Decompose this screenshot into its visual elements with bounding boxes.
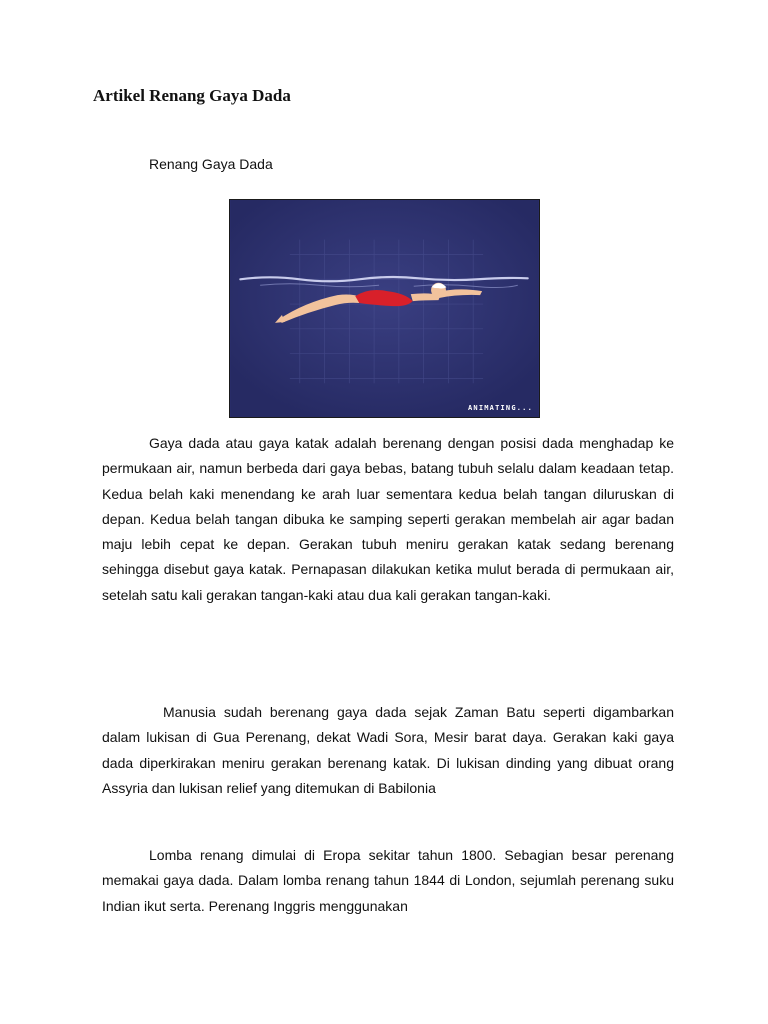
paragraph-2: Manusia sudah berenang gaya dada sejak Zaman Batu seperti digambarkan dalam lukisan di Gua Perenang, dekat Wadi Sora, Mesir barat daya. Gerakan kaki gaya dada diperkirakan meniru gerakan berenang katak. Di lukisan dinding yang dibuat orang Assyria dan lukisan relief yang ditemukan di Babilonia	[102, 704, 674, 796]
swimmer-figure	[229, 199, 540, 418]
section-heading: Renang Gaya Dada	[149, 156, 273, 172]
breaststroke-swimmer-illustration	[230, 200, 539, 417]
document-title: Artikel Renang Gaya Dada	[93, 86, 291, 105]
paragraph-3: Lomba renang dimulai di Eropa sekitar tahun 1800. Sebagian besar perenang memakai gaya dada. Dalam lomba renang tahun 1844 di London, sejumlah perenang suku Indian ikut serta. Perenang Inggris menggunakan	[102, 847, 674, 914]
figure-watermark: ANIMATING...	[468, 404, 533, 412]
paragraph-1: Gaya dada atau gaya katak adalah berenang dengan posisi dada menghadap ke permukaan air, namun berbeda dari gaya bebas, batang tubuh selalu dalam keadaan tetap. Kedua belah kaki menendang ke arah luar sementara kedua belah tangan diluruskan di depan. Kedua belah tangan dibuka ke samping seperti gerakan membelah air agar badan maju lebih cepat ke depan. Gerakan tubuh meniru gerakan katak sedang berenang sehingga disebut gaya katak. Pernapasan dilakukan ketika mulut berada di permukaan air, setelah satu kali gerakan tangan-kaki atau dua kali gerakan tangan-kaki.	[102, 435, 674, 603]
